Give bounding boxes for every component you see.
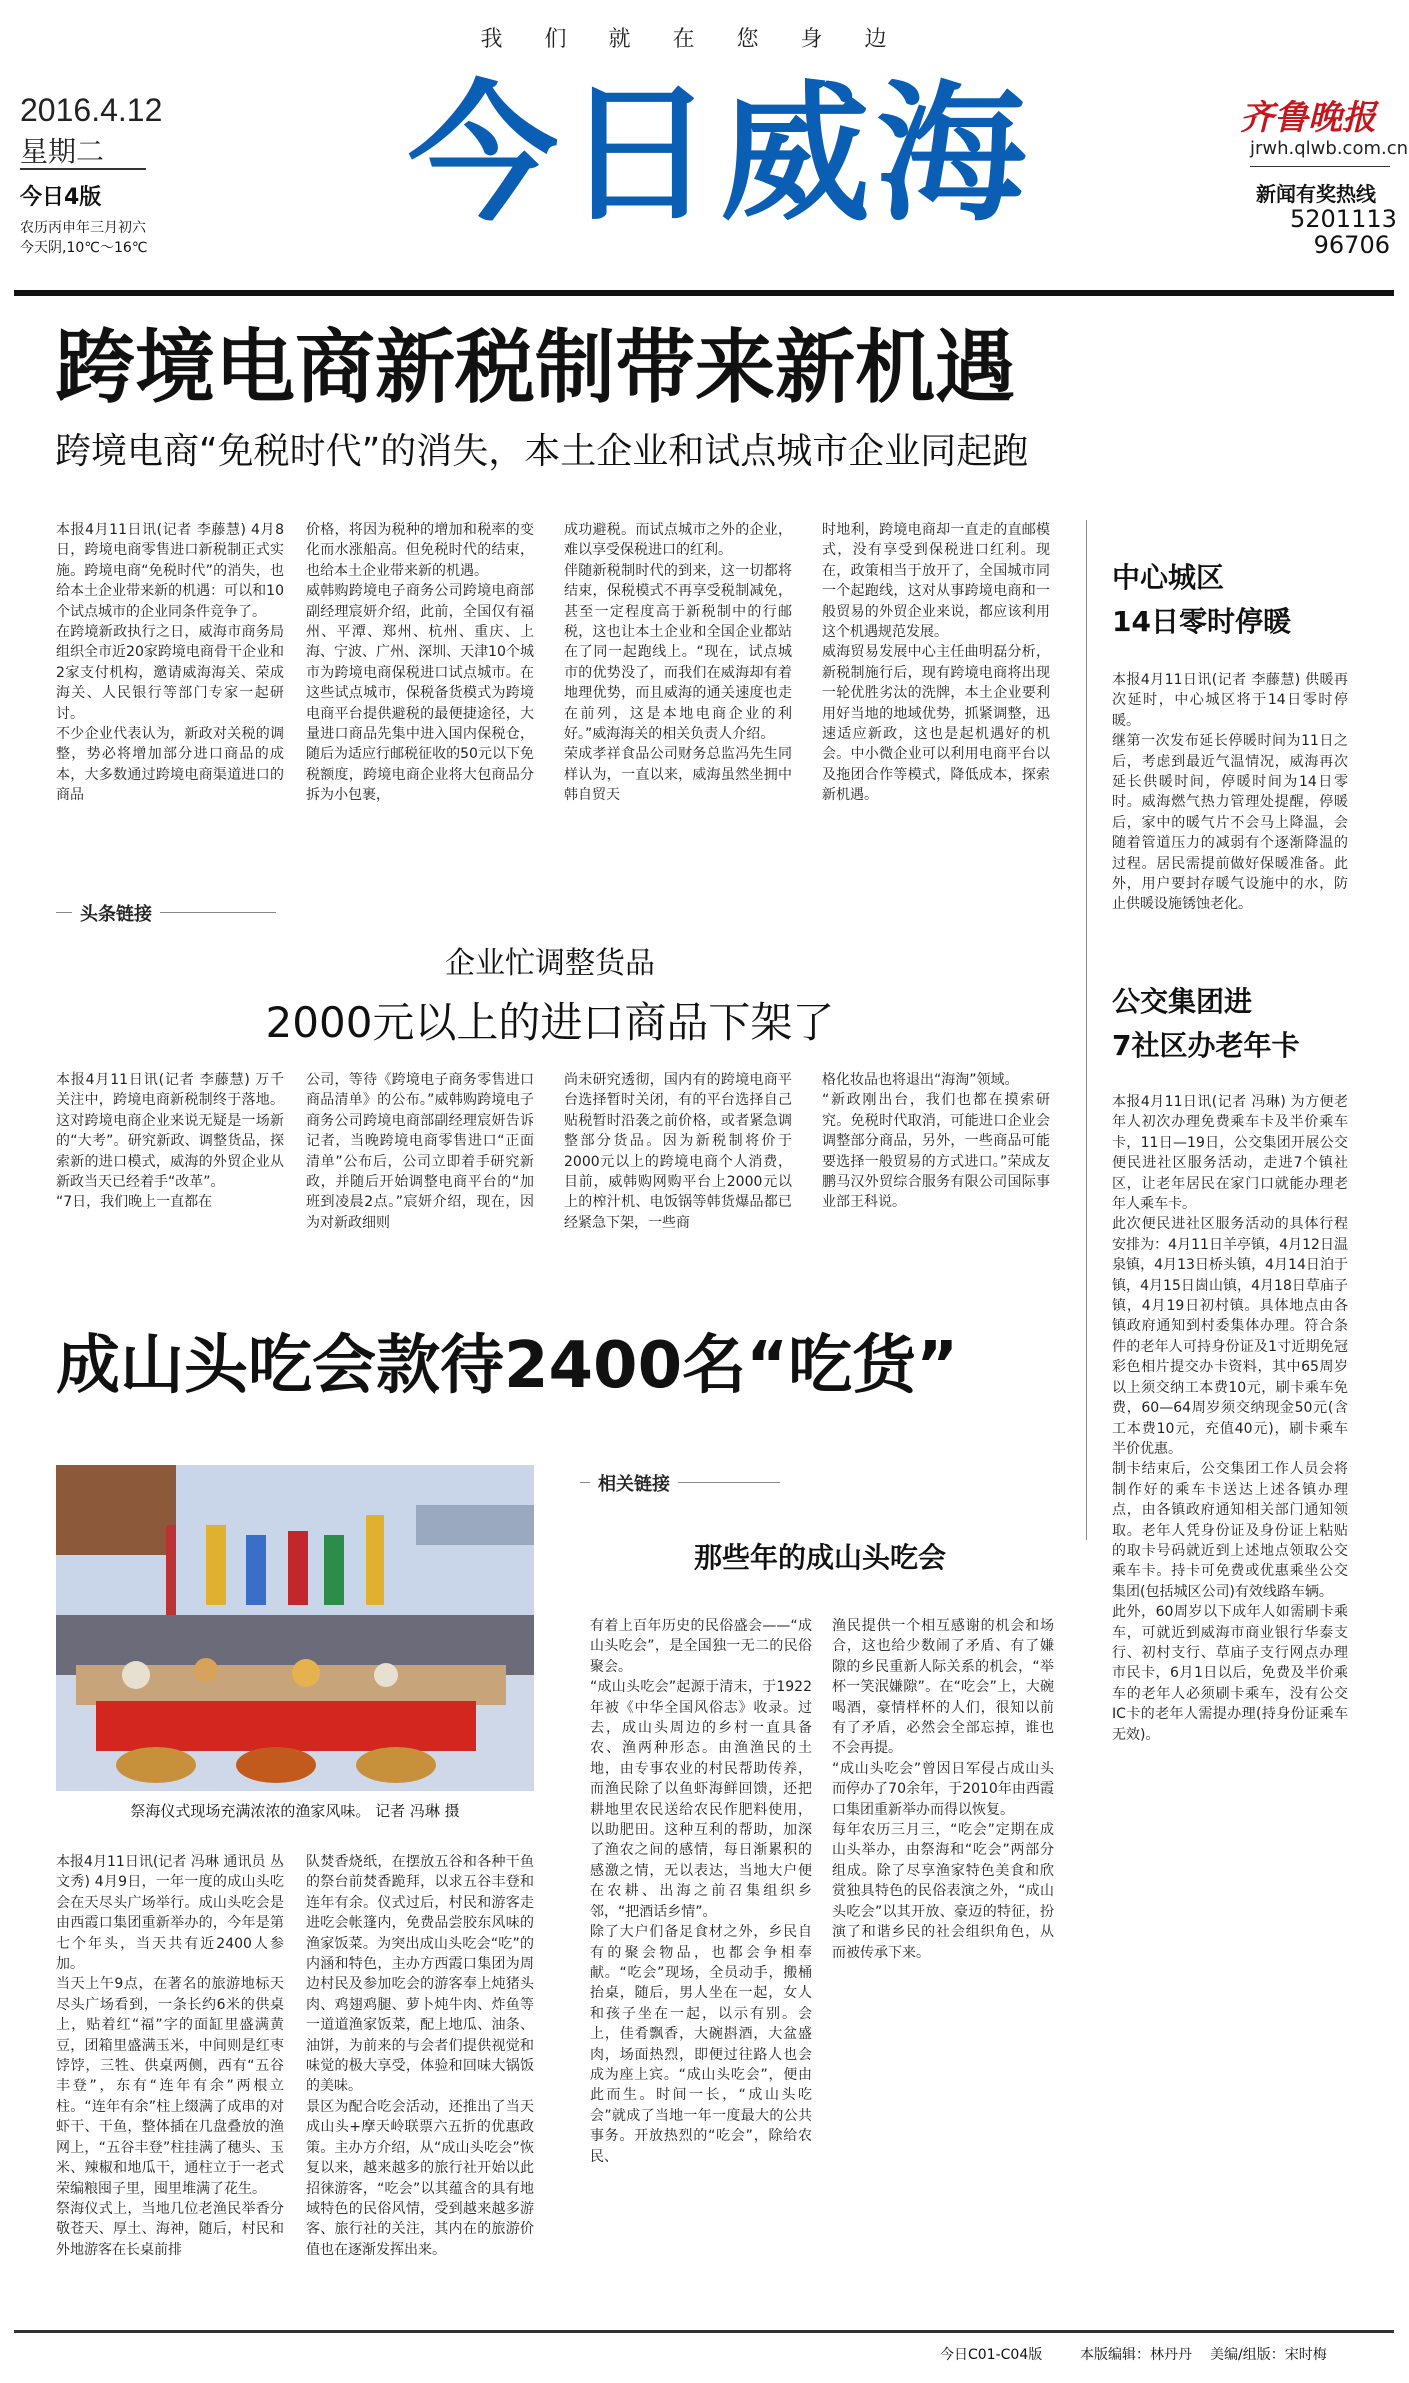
header-divider <box>20 168 146 170</box>
related-col-2: 渔民提供一个相互感谢的机会和场合，这也给少数闹了矛盾、有了嫌隙的乡民重新人际关系的机会，“举杯一笑泯嫌隙”。在“吃会”上，大碗喝酒，豪情样杯的人们，很知以前有了矛盾，必然会全部忘掉，谁也不会再提。 “成山头吃会”曾因日军侵占成山头而停办了70余年，于2010年由西霞口集团重新举办而得以恢复。 每年农历三月三，“吃会”定期在成山头举办，由祭海和“吃会”两部分组成。除了尽享渔家特色美食和欣赏独具特色的民俗表演之外，“成山头吃会”以其开放、豪迈的特征，扮演了和谐乡民的社会组织角色，从而被传承下来。 <box>832 1618 1054 1961</box>
hotline-label: 新闻有奖热线 <box>1256 182 1376 206</box>
linked-col-4: 格化妆品也将退出“海淘”领域。 “新政刚出台，我们也都在摸索研究。免税时代取消，可能进口企业会调整部分商品，另外，一些商品可能要选择一般贸易的方式进口。”荣成友鹏马汉外贸综合服务有限公司国际事业部王科说。 <box>822 1072 1050 1211</box>
lead-col-1: 本报4月11日讯(记者 李藤慧) 4月8日，跨境电商零售进口新税制正式实施。跨境电商“免税时代”的消失，也给本土企业带来新的机遇：可以和10个试点城市的企业同条件竞争了。 在跨境新政执行之日，威海市商务局组织全市近20家跨境电商骨干企业和2家支付机构，邀请威海海关、荣成海关、人民银行等部门专家一起研讨。 不少企业代表认为，新政对关税的调整，势必将增加部分进口商品的成本，大多数通过跨境电商渠道进口的商品 <box>56 522 284 804</box>
footer-rule <box>14 2330 1394 2333</box>
lead-subhead: 跨境电商“免税时代”的消失，本土企业和试点城市企业同起跑 <box>55 431 1029 472</box>
side-headline-2a: 公交集团进 <box>1112 985 1253 1018</box>
hotline-1: 5201113 <box>1290 205 1397 233</box>
hotline-numbers <box>1290 205 1397 259</box>
related-label: 相关链接 <box>590 1470 678 1496</box>
linked-col-3: 尚未研究透彻，国内有的跨境电商平台选择暂时关闭，有的平台选择自己贴税暂时沿袭之前价格，或者紧急调整部分货品。因为新税制将价于2000元以上的跨境电商个人消费，目前，威韩购网购平台上2000元以上的榨汁机、电饭锅等韩货爆品都已经紧急下架，一些商 <box>564 1072 792 1231</box>
linked-subtitle: 企业忙调整货品 <box>445 946 655 981</box>
site-url[interactable]: jrwh.qlwb.com.cn <box>1250 138 1409 159</box>
issue-date: 2016.4.12 <box>20 92 163 128</box>
side-headline-2b: 7社区办老年卡 <box>1112 1029 1300 1062</box>
lunar-weather <box>20 218 148 258</box>
column-divider <box>1086 520 1087 1540</box>
masthead-rule <box>14 290 1394 296</box>
side-headline-1b: 14日零时停暖 <box>1112 605 1291 638</box>
hotline-2: 96706 <box>1313 231 1390 259</box>
related-title: 那些年的成山头吃会 <box>693 1541 946 1574</box>
linked-label: 头条链接 <box>72 900 160 926</box>
slogan: 我们就在您身边 <box>480 27 929 52</box>
related-col-1: 有着上百年历史的民俗盛会——“成山头吃会”，是全国独一无二的民俗聚会。 “成山头吃会”起源于清末，于1922年被《中华全国风俗志》收录。过去，成山头周边的乡村一直具备农、渔两种形态。由渔渔民的土地，由专事农业的村民帮助传养，而渔民除了以鱼虾海鲜回馈，还把耕地里农民送给农民作肥料使用，以助肥田。这种互利的帮助，加深了渔农之间的感情，每日渐累积的感激之情，无以表达，当地大户便在农耕、出海之前召集组织乡邻，“把酒话乡情”。 除了大户们备足食材之外，乡民自有的聚会物品，也都会争相奉献。“吃会”现场，全员动手，搬桶抬桌，随后，男人坐在一起，女人和孩子坐在一起，以示有别。会上，佳肴飘香，大碗斟酒，大盆盛肉，场面热烈，即便过往路人也会成为座上宾。“成山头吃会”，便由此而生。时间一长，“成山头吃会”就成了当地一年一度最大的公共事务。开放热烈的“吃会”，除给农民、 <box>590 1618 812 2165</box>
ceremony-photo <box>56 1465 534 1791</box>
side-text-2: 本报4月11日讯(记者 冯琳) 为方便老年人初次办理免费乘车卡及半价乘车卡，11日—19日，公交集团开展公交便民进社区服务活动，走进7个镇社区，让老年居民在家门口就能办理老年人乘车卡。 此次便民进社区服务活动的具体行程安排为：4月11日羊亭镇，4月12日温泉镇，4月13日桥头镇，4月14日泊于镇，4月15日崮山镇，4月18日草庙子镇，4月19日初村镇。具体地点由各镇政府通知到村委集体办理。符合条件的老年人可持身份证及1寸近期免冠彩色相片提交办卡资料，其中65周岁以上须交纳工本费10元，刷卡乘车免费，60—64周岁须交纳现金50元(含工本费10元，充值40元)，刷卡乘车半价优惠。 制卡结束后，公交集团工作人员会将制作好的乘车卡送达上述各镇办理点，由各镇政府通知相关部门通知领取。老年人凭身份证及身份证上粘贴的取卡号码就近到上述地点领取公交乘车卡。持卡可免费或优惠乘坐公交集团(包括城区公司)有效线路车辆。 此外，60周岁以下成年人如需刷卡乘车，可就近到威海市商业银行华泰支行、初村支行、草庙子支行网点办理市民卡，6月1日以后，免费及半价乘车的老年人必须刷卡乘车，没有公交IC卡的老年人需提办理(持身份证乘车无效)。 <box>1112 1094 1348 1743</box>
lead-headline: 跨境电商新税制带来新机遇 <box>55 321 1015 414</box>
linked-col-2: 公司，等待《跨境电子商务零售进口商品清单》的公布。”威韩购跨境电子商务公司跨境电商部副经理宸妍告诉记者，当晚跨境电商零售进口“正面清单”公布后，公司立即着手研究新政，并随后开始调整电商平台的“加班到凌晨2点。”宸妍介绍，现在，因为对新政细则 <box>306 1072 534 1231</box>
masthead: 今日威海 <box>407 68 1032 242</box>
footer-design: 美编/组版：宋时梅 <box>1210 2347 1327 2363</box>
side-headline-2 <box>1112 980 1299 1068</box>
lead-col-3: 成功避税。而试点城市之外的企业，难以享受保税进口的红利。 伴随新税制时代的到来，这一切都将结束，保税模式不再享受税制减免，甚至一定程度高于新税制中的行邮税，这也让本土企业和全国企业都站在了同一起跑线上。“现在，试点城市的优势没了，而我们在威海却有着地理优势，而且威海的通关速度也走在前列，这是本地电商企业的利好。”威海海关的相关负责人介绍。 荣成孝祥食品公司财务总监冯先生同样认为，一直以来，威海虽然坐拥中韩自贸天 <box>564 522 792 804</box>
feature-headline: 成山头吃会款待2400名“吃货” <box>56 1329 959 1403</box>
side-headline-1a: 中心城区 <box>1112 561 1225 594</box>
brand-divider <box>1250 166 1390 167</box>
weather: 今天阴,10℃～16℃ <box>20 240 148 256</box>
lead-col-4: 时地利，跨境电商却一直走的直邮模式，没有享受到保税进口红利。现在，政策相当于放开了，全国城市同一个起跑线，这对从事跨境电商和一般贸易的外贸企业来说，都应该利用这个机遇规范发展。 威海贸易发展中心主任曲明磊分析，新税制施行后，现有跨境电商将出现一轮优胜劣汰的洗牌，本土企业要利用好当地的地域优势，抓紧调整，迅速适应新政，这也是起机遇好的机会。中小微企业可以利用电商平台以及拖团合作等模式，降低成本，探索新机遇。 <box>822 522 1050 804</box>
lead-col-2: 价格，将因为税种的增加和税率的变化而水涨船高。但免税时代的结束，也给本土企业带来新的机遇。 威韩购跨境电子商务公司跨境电商部副经理宸妍介绍，此前，全国仅有福州、平潭、郑州、杭州、重庆、上海、宁波、广州、深圳、天津10个城市为跨境电商保税进口试点城市。在这些试点城市，保税备货模式为跨境电商平台提供避税的最便捷途径，大量进口商品先集中进入国内保税仓，随后为适应行邮税征收的50元以下免税额度，跨境电商企业将大包商品分拆为小包裹， <box>306 522 534 804</box>
feature-col-1: 本报4月11日讯(记者 冯琳 通讯员 丛文秀) 4月9日，一年一度的成山头吃会在天尽头广场举行。成山头吃会是由西霞口集团重新举办的，今年是第七个年头，当天共有近2400人参加。 当天上午9点，在著名的旅游地标天尽头广场看到，一条长约6米的供桌上，贴着红“福”字的面缸里盛满黄豆，团箱里盛满玉米，中间则是红枣饽饽，三牲、供桌两侧，西有“五谷丰登”，东有“连年有余”两根立柱。“连年有余”柱上缀满了成串的对虾干、干鱼，整体插在几盘叠放的渔网上，“五谷丰登”柱挂满了穗头、玉米、辣椒和地瓜干，通柱立于一老式荣编粮囤子里，囤里堆满了花生。 祭海仪式上，当地几位老渔民举香分敬苍天、厚土、海神，随后，村民和外地游客在长桌前排 <box>56 1854 284 2258</box>
side-text-1: 本报4月11日讯(记者 李藤慧) 供暖再次延时，中心城区将于14日零时停暖。 继第一次发布延长停暖时间为11日之后，考虑到最近气温情况，威海再次延长供暖时间，停暖时间为14日零时。威海燃气热力管理处提醒，停暖后，家中的暖气片不会马上降温，会随着管道压力的减弱有个逐渐降温的过程。居民需提前做好保暖准备。此外，用户要封存暖气设施中的水，防止供暖设施锈蚀老化。 <box>1112 672 1348 913</box>
linked-title: 2000元以上的进口商品下架了 <box>265 998 835 1047</box>
footer-editor: 本版编辑：林丹丹 <box>1080 2347 1192 2363</box>
side-headline-1 <box>1112 556 1291 644</box>
brand-logo: 齐鲁晚报 <box>1240 98 1376 138</box>
footer-sections: 今日C01-C04版 <box>940 2347 1043 2363</box>
page-count: 今日4版 <box>20 185 102 210</box>
lunar-date: 农历丙申年三月初六 <box>20 220 146 236</box>
linked-col-1: 本报4月11日讯(记者 李藤慧) 万千关注中，跨境电商新税制终于落地。这对跨境电商企业来说无疑是一场新的“大考”。研究新政、调整货品，探索新的进口模式，威海的外贸企业从新政当天已经着手“改革”。 “7日，我们晚上一直都在 <box>56 1072 284 1211</box>
weekday: 星期二 <box>20 135 105 168</box>
feature-col-2: 队焚香烧纸，在摆放五谷和各种干鱼的祭台前焚香跪拜，以求五谷丰登和连年有余。仪式过后，村民和游客走进吃会帐篷内，免费品尝胶东风味的渔家饭菜。为突出成山头吃会“吃”的内涵和特色，主办方西霞口集团为周边村民及参加吃会的游客奉上炖猪头肉、鸡翅鸡腿、萝卜炖牛肉、炸鱼等一道道渔家饭菜，配上地瓜、油条、油饼，为前来的与会者们提供视觉和味觉的极大享受，体验和回味大锅饭的美味。 景区为配合吃会活动，还推出了当天成山头+摩天岭联票六五折的优惠政策。主办方介绍，从“成山头吃会”恢复以来，越来越多的旅行社开始以此招徕游客，“吃会”以其蕴含的具有地域特色的民俗风情，受到越来越多游客、旅行社的关注，其内在的旅游价值也在逐渐发挥出来。 <box>306 1854 534 2258</box>
photo-caption: 祭海仪式现场充满浓浓的渔家风味。 记者 冯琳 摄 <box>130 1802 460 1820</box>
ceremony-photo-illustration <box>56 1465 534 1791</box>
